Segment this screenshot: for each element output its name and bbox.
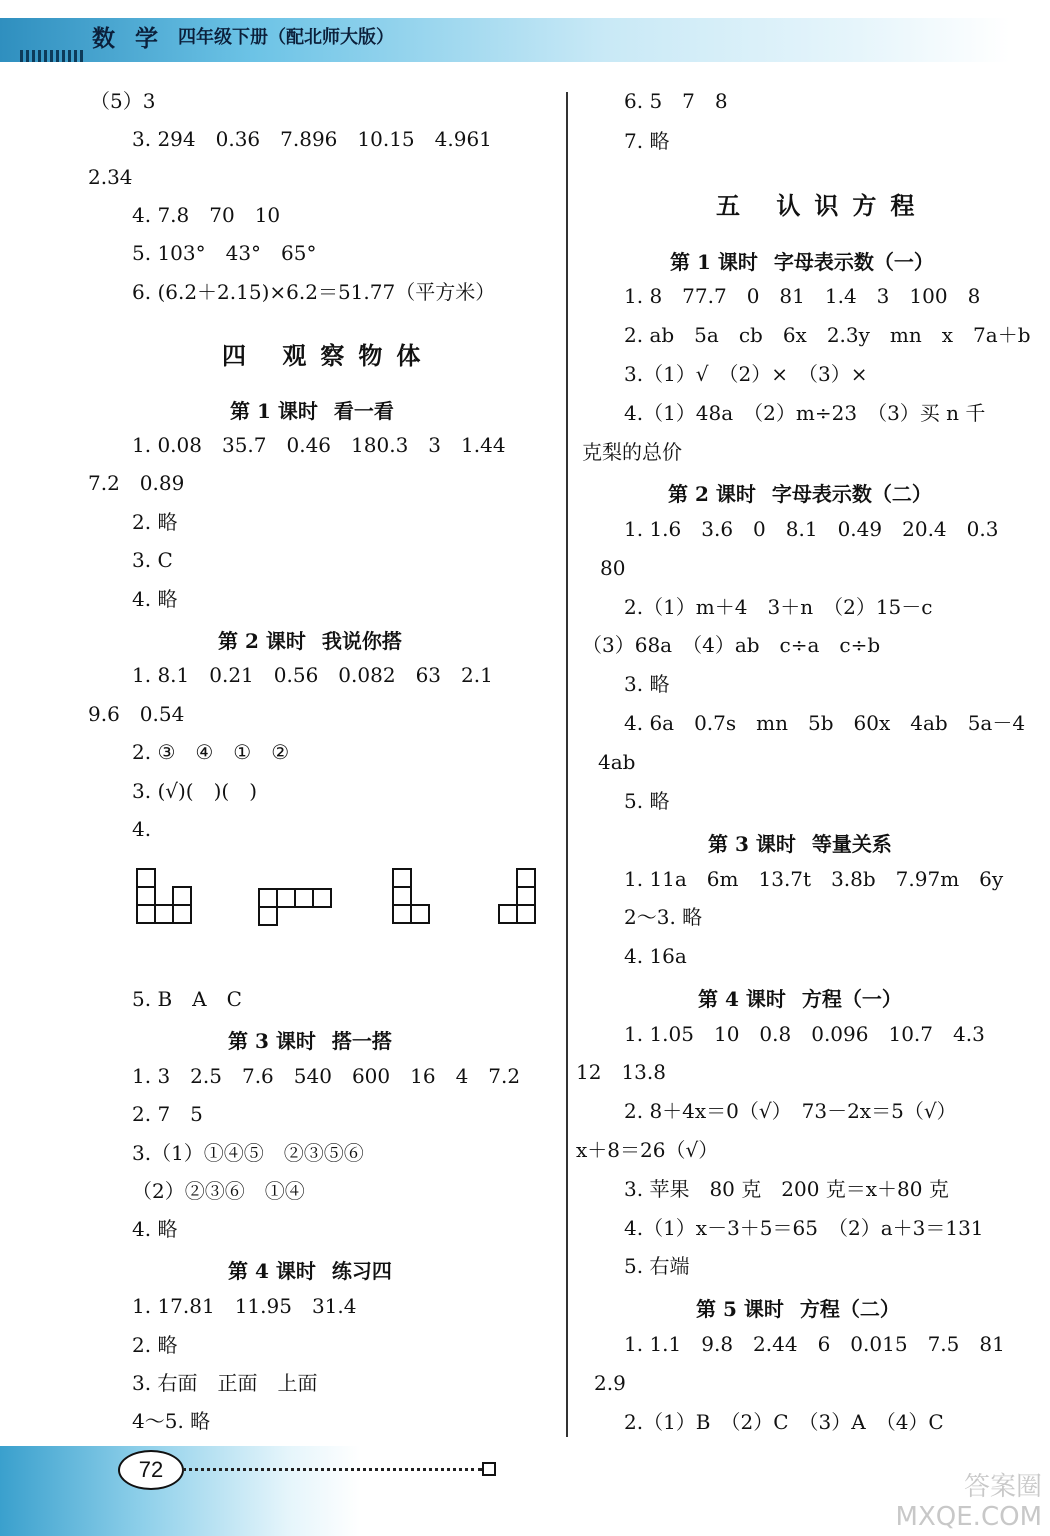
answer-line: 2.（1）B （2）C （3）A （4）C [624,1410,944,1434]
lesson-number: 第 4 课时 [228,1259,316,1283]
lesson-name: 方程（二） [799,1297,900,1321]
answer-line: 4. 略 [132,587,178,611]
answer-line: 克梨的总价 [582,440,682,464]
lesson-number: 第 1 课时 [230,399,318,423]
lesson-name: 字母表示数（一） [773,250,934,274]
answer-line: 3.（1）①④⑤ ②③⑤⑥ [132,1141,364,1165]
answer-line: 1. 3 2.5 7.6 540 600 16 4 7.2 [132,1064,521,1088]
answer-line: 3. C [132,548,173,572]
answer-line: 7. 略 [624,129,670,153]
lesson-number: 第 1 课时 [670,250,758,274]
answer-line: 2.34 [88,165,133,189]
answer-line: 4. 6a 0.7s mn 5b 60x 4ab 5a－4 [624,711,1026,735]
answer-line: 1. 8.1 0.21 0.56 0.082 63 2.1 [132,663,493,687]
answer-line: 3.（1）√ （2）× （3）× [624,362,868,386]
answer-line: 4～5. 略 [132,1409,211,1433]
lesson-name: 练习四 [331,1259,392,1283]
answer-line: 12 13.8 [576,1060,666,1084]
answer-line: 2. ab 5a cb 6x 2.3y mn x 7a＋b [624,323,1031,347]
answer-line: 7.2 0.89 [88,471,185,495]
answer-line: 1. 1.1 9.8 2.44 6 0.015 7.5 81 [624,1332,1005,1356]
answer-line: 80 [600,556,626,580]
answer-line: 1. 17.81 11.95 31.4 [132,1294,357,1318]
answer-line: （2）②③⑥ ①④ [132,1179,305,1203]
answer-line: 4ab [598,750,636,774]
answer-line: 6. (6.2＋2.15)×6.2＝51.77（平方米） [132,280,496,304]
answer-line: 2～3. 略 [624,905,703,929]
lesson-heading [670,246,934,275]
answer-line: 4. 16a [624,944,687,968]
section-title: 四 观察物体 [222,341,435,370]
answer-line: 4.（1）48a （2）m÷23 （3）买 n 千 [624,401,986,425]
answer-line: 9.6 0.54 [88,702,185,726]
answer-line: 5. B A C [132,987,242,1011]
lesson-name: 看一看 [333,399,394,423]
answer-line: 2.（1）m＋4 3＋n （2）15－c [624,595,933,619]
answer-line: 2. 7 5 [132,1102,203,1126]
lesson-heading [708,828,892,857]
answer-line: 5. 略 [624,789,670,813]
lesson-heading [230,395,394,424]
watermark-url: MXQE.COM [895,1502,1042,1532]
answer-line: 1. 0.08 35.7 0.46 180.3 3 1.44 [132,433,506,457]
lesson-name: 等量关系 [811,832,892,856]
lesson-heading [698,983,902,1012]
page-number: 72 [118,1450,184,1490]
watermark-title: 答案圈 [963,1472,1042,1502]
answer-line: x＋8＝26（√） [576,1138,719,1162]
lesson-name: 我说你搭 [321,629,402,653]
answer-line: 4. 7.8 70 10 [132,203,281,227]
lesson-name: 字母表示数（二） [771,482,932,506]
view-diagrams [130,862,560,972]
lesson-heading [228,1025,392,1054]
answer-line: 6. 5 7 8 [624,89,728,113]
answer-line: 5. 右端 [624,1254,690,1278]
answer-line: 2. 8＋4x＝0（√） 73－2x＝5（√） [624,1099,957,1123]
lesson-number: 第 4 课时 [698,987,786,1011]
lesson-heading [218,625,402,654]
answer-line: 4. [132,817,152,841]
answer-line: 2. 略 [132,510,178,534]
answer-line: 2. 略 [132,1333,178,1357]
answer-line: 1. 1.6 3.6 0 8.1 0.49 20.4 0.3 [624,517,999,541]
answer-line: 1. 8 77.7 0 81 1.4 3 100 8 [624,284,981,308]
answer-line: 4.（1）x－3＋5＝65 （2）a＋3＝131 [624,1216,984,1240]
answer-line: 2.9 [594,1371,626,1395]
answer-line: 1. 1.05 10 0.8 0.096 10.7 4.3 [624,1022,985,1046]
lesson-name: 搭一搭 [331,1029,392,1053]
answer-line: 3. 右面 正面 上面 [132,1371,318,1395]
lesson-name: 方程（一） [801,987,902,1011]
answer-line: 3. 294 0.36 7.896 10.15 4.961 [132,127,492,151]
answer-line: 1. 11a 6m 13.7t 3.8b 7.97m 6y [624,867,1004,891]
answer-line: 3. (√)( )( ) [132,779,257,803]
book-title: 四年级下册（配北师大版） [178,27,394,48]
answer-line: 2. ③ ④ ① ② [132,740,290,764]
lesson-number: 第 2 课时 [668,482,756,506]
header-stripes [20,50,86,62]
lesson-heading [228,1255,392,1284]
lesson-heading [696,1293,900,1322]
lesson-heading [668,478,932,507]
column-divider [566,92,568,1437]
answer-line: （3）68a （4）ab c÷a c÷b [582,633,881,657]
section-title: 五 认识方程 [716,191,929,220]
lesson-number: 第 3 课时 [228,1029,316,1053]
answer-line: （5）3 [90,89,156,113]
answer-line: 5. 103° 43° 65° [132,241,317,265]
subject-title: 数 学 [92,25,165,52]
answer-line: 4. 略 [132,1217,178,1241]
footer-dotted-line [182,1468,482,1471]
watermark [896,1472,1042,1532]
lesson-number: 第 5 课时 [696,1297,784,1321]
lesson-number: 第 2 课时 [218,629,306,653]
answer-line: 3. 略 [624,672,670,696]
footer-square-icon [482,1462,496,1476]
answer-line: 3. 苹果 80 克 200 克＝x＋80 克 [624,1177,949,1201]
lesson-number: 第 3 课时 [708,832,796,856]
